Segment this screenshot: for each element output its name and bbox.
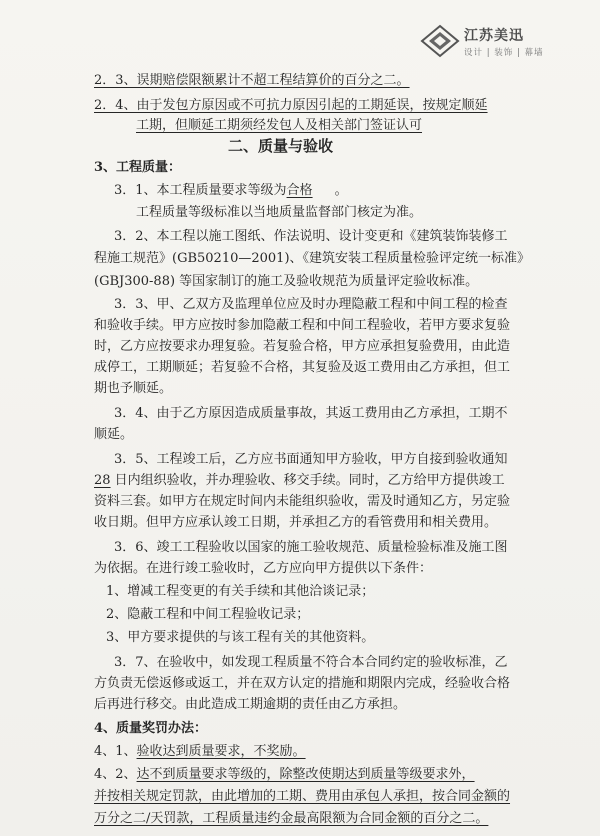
quality-grade-value: 合格 [286, 183, 313, 198]
condition-1: 1、增减工程变更的有关手续和其他洽谈记录； [106, 584, 375, 599]
clause-3-7: 3．7、在验收中，如发现工程质量不符合本合同约定的验收标准，乙 [114, 655, 508, 670]
company-logo [420, 22, 585, 64]
clause-3-1: 3．1、本工程质量要求等级为合格 。 [114, 183, 348, 198]
clause-4-1: 4、1、验收达到质量要求，不奖励。 [94, 744, 306, 759]
clause-3-3-l4: 成停工，工期顺延；若复验不合格，其复验及返工费用由乙方承担，但工 [94, 360, 511, 375]
clause-3-6: 3．6、竣工工程验收以国家的施工验收规范、质量检验标准及施工图 [114, 540, 508, 555]
clause-3-4: 3．4、由于乙方原因造成质量事故，其返工费用由乙方承担，工期不 [114, 406, 508, 421]
logo-tagline: 设计 | 装饰 | 幕墙 [464, 48, 544, 58]
clause-2-4: 2．4、由于发包方原因或不可抗力原因引起的工期延误，按规定顺延 [94, 98, 488, 113]
heading-quality: 3、工程质量： [94, 160, 182, 175]
heading-reward-penalty: 4、质量奖罚办法： [94, 721, 208, 736]
condition-2: 2、隐蔽工程和中间工程验收记录； [106, 607, 310, 622]
clause-4-2: 4、2、达不到质量要求等级的，除整改使期达到质量等级要求外， [94, 767, 475, 782]
clause-2-4-cont: 工期，但顺延工期须经发包人及相关部门签证认可 [136, 118, 423, 133]
clause-3-1-cont: 工程质量等级标准以当地质量监督部门核定为准。 [136, 205, 423, 220]
clause-3-7-l3: 后再进行移交。由此造成工期逾期的责任由乙方承担。 [94, 697, 407, 712]
clause-3-5: 3．5、工程竣工后，乙方应书面通知甲方验收，甲方自接到验收通知 [114, 452, 508, 467]
section-title: 二、质量与验收 [228, 137, 334, 155]
clause-3-2: 3．2、本工程以施工图纸、作法说明、设计变更和《建筑装饰装修工 [114, 229, 508, 244]
clause-3-5-l3: 资料三套。如甲方在规定时间内未能组织验收，需及时通知乙方，另定验 [94, 494, 511, 509]
clause-3-5-l4: 收日期。但甲方应承认竣工日期，并承担乙方的看管费用和相关费用。 [94, 515, 498, 530]
clause-3-3-l5: 期也予顺延。 [94, 381, 173, 396]
clause-4-2-l2: 并按相关规定罚款，由此增加的工期、费用由承包人承担，按合同金额的 [94, 789, 511, 804]
clause-3-3: 3．3、甲、乙双方及监理单位应及时办理隐蔽工程和中间工程的检查 [114, 297, 508, 312]
clause-3-6-l2: 为依据。在进行竣工验收时，乙方应向甲方提供以下条件： [94, 561, 433, 576]
clause-3-2-l2: 程施工规范》(GB50210—2001)、《建筑安装工程质量检验评定统一标准》 [94, 251, 531, 266]
clause-3-7-l2: 方负责无偿返修或返工，并在双方认定的措施和期限内完成，经验收合格 [94, 676, 511, 691]
clause-3-3-l2: 和验收手续。甲方应按时参加隐蔽工程和中间工程验收，若甲方要求复验 [94, 318, 511, 333]
condition-3: 3、甲方要求提供的与该工程有关的其他资料。 [106, 630, 375, 645]
clause-3-3-l3: 时，乙方应按要求办理复验。若复验合格，甲方应承担复验费用，由此造 [94, 339, 511, 354]
clause-3-2-l3: (GBJ300-88) 等国家制订的施工及验收规范为质量评定验收标准。 [94, 274, 479, 289]
clause-3-5-l2: 28 日内组织验收，并办理验收、移交手续。同时，乙方给甲方提供竣工 [94, 473, 505, 488]
clause-2-3: 2．3、误期赔偿限额累计不超工程结算价的百分之二。 [94, 73, 410, 88]
clause-3-4-l2: 顺延。 [94, 427, 134, 442]
days-value: 28 [94, 473, 111, 488]
logo-diamond-icon [420, 24, 460, 58]
clause-4-2-l3: 万分之二/天罚款，工程质量违约金最高限额为合同金额的百分之二。 [94, 811, 489, 826]
logo-name: 江苏美迅 [464, 28, 524, 44]
